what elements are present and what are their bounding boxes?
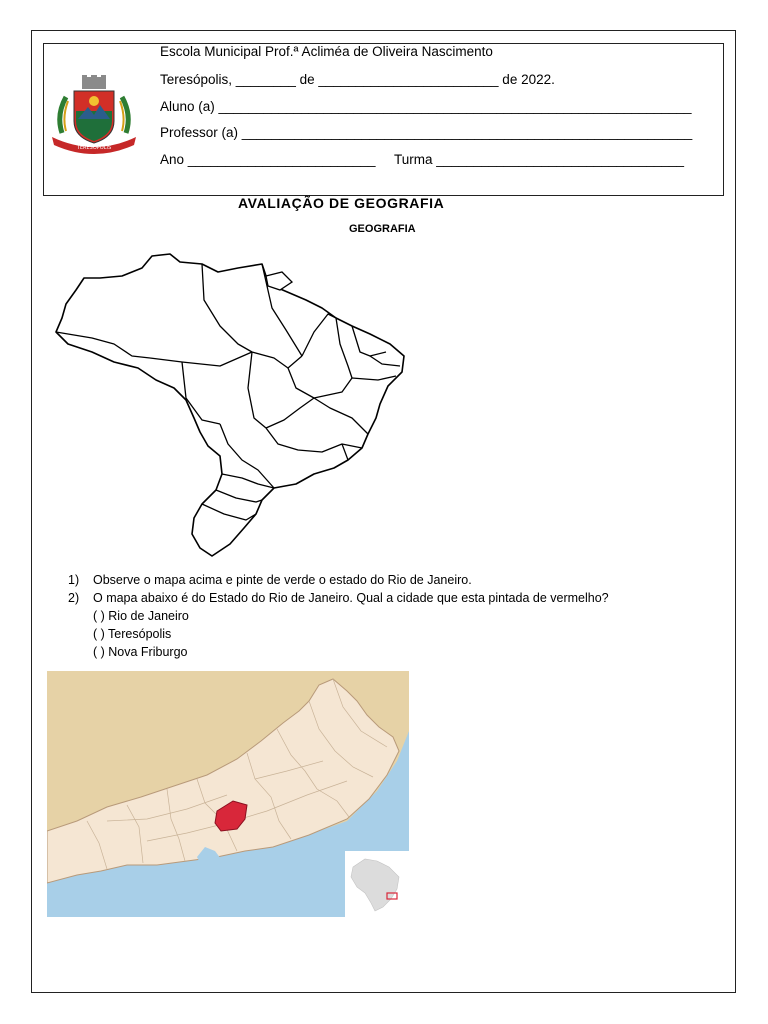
student-name-line[interactable]: Aluno (a) _______________________________________________________________: [160, 99, 692, 114]
year-class-line[interactable]: Ano _________________________ Turma _________________________________: [160, 152, 685, 167]
header-box: [43, 43, 724, 196]
teacher-name-line[interactable]: Professor (a) ____________________________________________________________: [160, 125, 693, 140]
option-teresopolis[interactable]: ( ) Teresópolis: [93, 627, 172, 641]
page-title: AVALIAÇÃO DE GEOGRAFIA: [238, 195, 445, 211]
question-2: [68, 591, 609, 605]
page-subtitle: GEOGRAFIA: [349, 223, 416, 235]
question-1-number: 1): [68, 573, 80, 587]
city-date-line[interactable]: Teresópolis, ________ de ________________________ de 2022.: [160, 72, 555, 87]
question-1: [68, 573, 472, 587]
question-2-number: 2): [68, 591, 80, 605]
option-rio-de-janeiro[interactable]: ( ) Rio de Janeiro: [93, 609, 189, 623]
question-1-text: Observe o mapa acima e pinte de verde o estado do Rio de Janeiro.: [93, 573, 472, 587]
school-name: Escola Municipal Prof.ª Acliméa de Oliveira Nascimento: [160, 44, 493, 59]
brazil-blank-map: [52, 248, 408, 560]
svg-text:TERESOPOLIS: TERESOPOLIS: [76, 145, 112, 151]
question-2-text: O mapa abaixo é do Estado do Rio de Janeiro. Qual a cidade que esta pintada de vermelho?: [93, 591, 609, 605]
option-nova-friburgo[interactable]: ( ) Nova Friburgo: [93, 645, 188, 659]
rio-de-janeiro-state-map: [47, 671, 409, 917]
municipal-crest: [48, 75, 140, 155]
